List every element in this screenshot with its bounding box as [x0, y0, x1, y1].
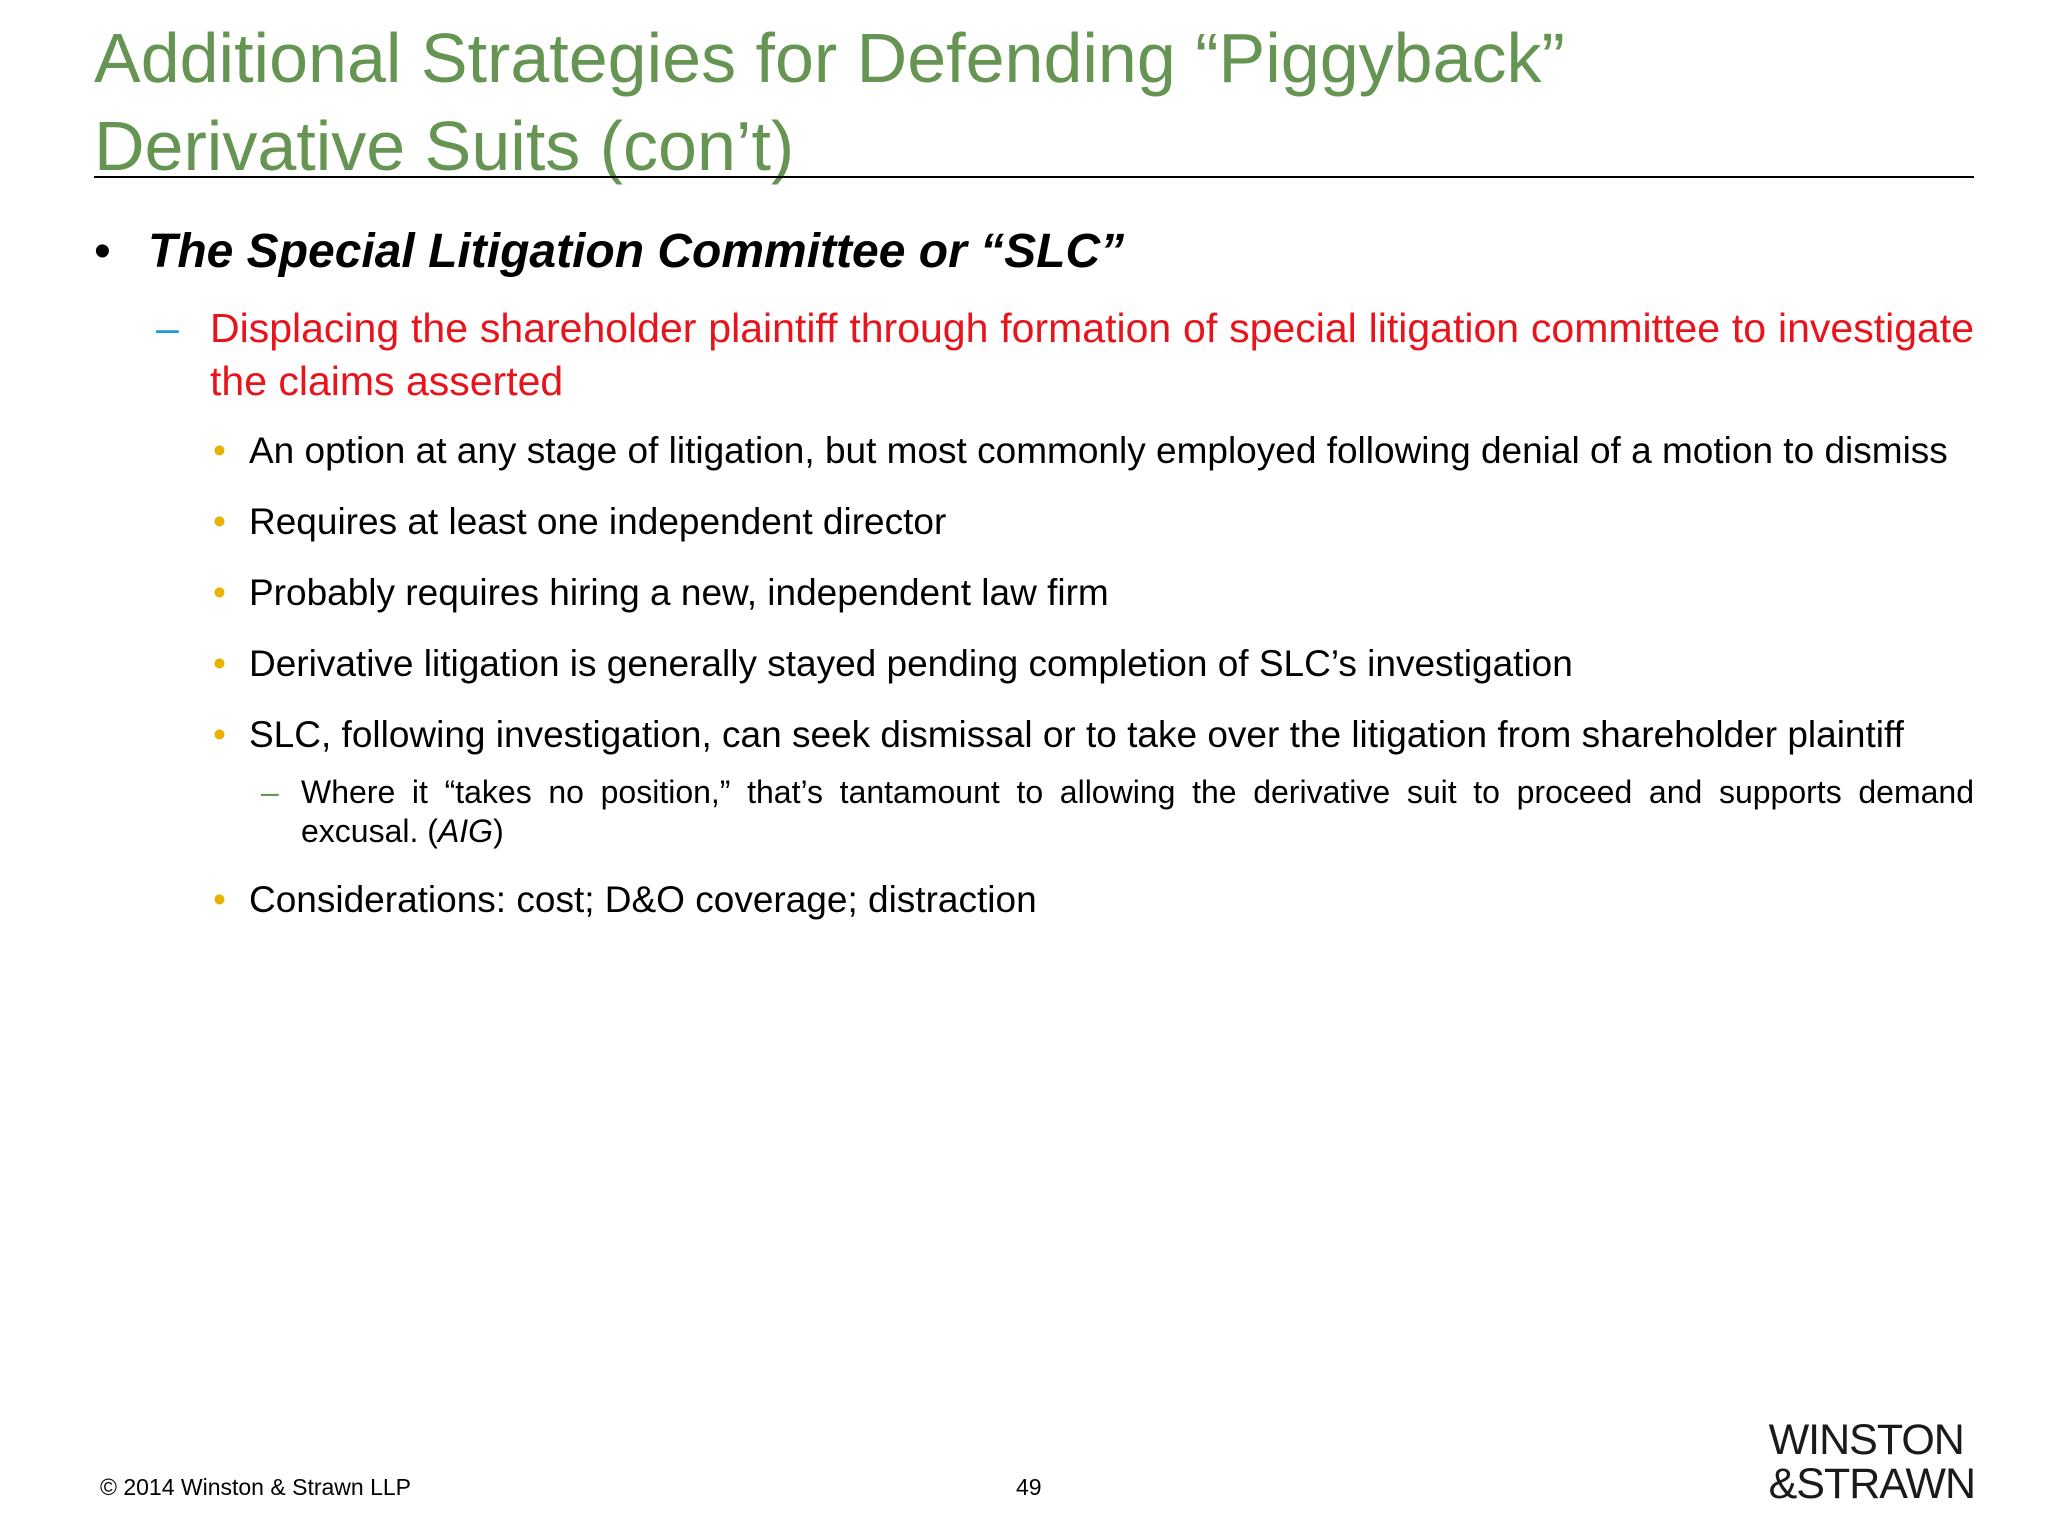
logo-line-1: WINSTON	[1768, 1416, 1964, 1464]
list-item	[213, 570, 1974, 615]
level1-bullet	[94, 222, 1974, 282]
list-item-text: Derivative litigation is generally stayed pending completion of SLC’s investigation	[249, 643, 1573, 684]
bullet-marker: •	[213, 501, 226, 542]
logo-line-2: &STRAWN	[1768, 1460, 1975, 1508]
dash-marker: –	[156, 305, 179, 351]
level3-list	[213, 428, 1974, 922]
bullet-marker: •	[213, 879, 226, 920]
title-divider	[94, 176, 1974, 178]
bullet-marker: •	[213, 714, 226, 755]
slide-title-line-2: Derivative Suits (con’t)	[94, 107, 795, 185]
list-item	[213, 641, 1974, 686]
page-number: 49	[1016, 1474, 1042, 1500]
slide-body	[94, 222, 1974, 948]
level2-bullet	[156, 302, 1974, 408]
slide-title-line-1: Additional Strategies for Defending “Piggyback”	[94, 19, 1565, 97]
list-item-text: SLC, following investigation, can seek dismissal or to take over the litigation from shareholder plaintiff	[249, 714, 1904, 755]
winston-strawn-logo	[1769, 1418, 1975, 1506]
list-item-text: Probably requires hiring a new, independent law firm	[249, 572, 1109, 613]
dash-marker: –	[261, 774, 279, 810]
slide-title	[94, 14, 1974, 190]
sub-bullet-text: Where it “takes no position,” that’s tantamount to allowing the derivative suit to proceed and supports demand excusal. (	[301, 774, 1974, 849]
bullet-marker: •	[213, 643, 226, 684]
list-item-text: Requires at least one independent director	[249, 501, 947, 542]
list-item-text: Considerations: cost; D&O coverage; distraction	[249, 879, 1037, 920]
list-item	[213, 712, 1974, 757]
level1-text: The Special Litigation Committee or “SLC”	[148, 225, 1125, 278]
bullet-marker: •	[213, 430, 226, 471]
footer-copyright: © 2014 Winston & Strawn LLP	[100, 1474, 411, 1500]
list-item	[213, 428, 1974, 473]
list-item	[213, 877, 1974, 922]
case-citation: AIG	[437, 813, 494, 849]
list-item-text: An option at any stage of litigation, but most commonly employed following denial of a motion to dismiss	[249, 430, 1948, 471]
sub-bullet	[261, 773, 1974, 851]
bullet-marker: •	[94, 225, 111, 278]
level2-text: Displacing the shareholder plaintiff through formation of special litigation committee to investigate the claims asserted	[210, 305, 1974, 404]
list-item	[213, 499, 1974, 544]
bullet-marker: •	[213, 572, 226, 613]
sub-bullet-text-end: )	[493, 813, 504, 849]
